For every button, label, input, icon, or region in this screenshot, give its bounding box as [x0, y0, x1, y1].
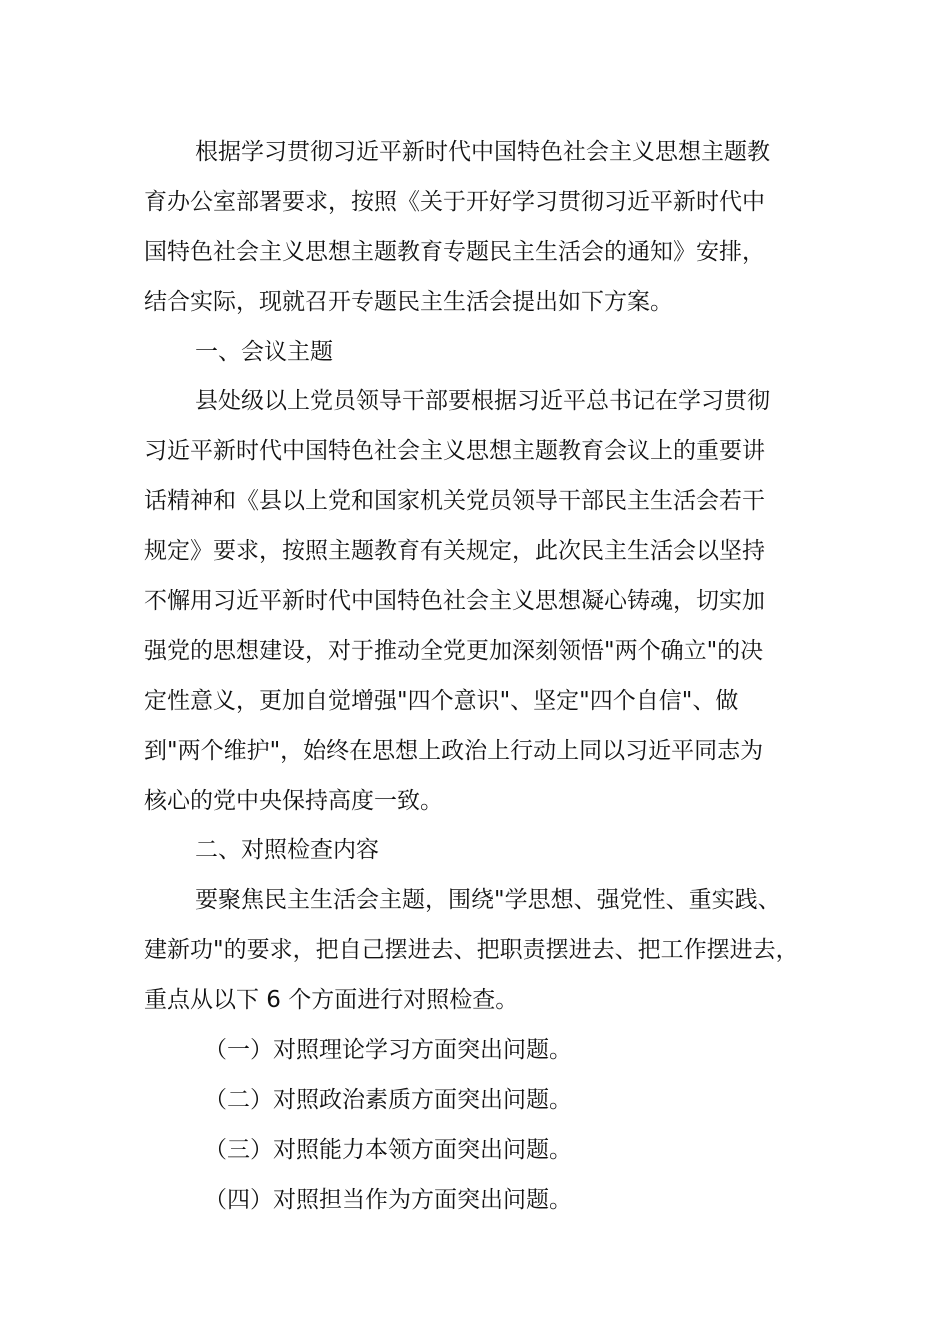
paragraph-intro-line-2: 育办公室部署要求，按照《关于开好学习贯彻习近平新时代中: [144, 188, 765, 215]
paragraph-intro-line-1: 根据学习贯彻习近平新时代中国特色社会主义思想主题教: [195, 139, 770, 165]
paragraph-theme-line-9: 核心的党中央保持高度一致。: [144, 787, 443, 814]
document-body: [144, 128, 812, 1226]
list-item-political-quality: （二）对照政治素质方面突出问题。: [204, 1086, 572, 1113]
paragraph-theme-line-3: 话精神和《县以上党和国家机关党员领导干部民主生活会若干: [144, 488, 765, 515]
paragraph-theme-line-2: 习近平新时代中国特色社会主义思想主题教育会议上的重要讲: [144, 438, 765, 465]
list-item-ability: （三）对照能力本领方面突出问题。: [204, 1136, 572, 1163]
paragraph-check-line-3: 重点从以下 6 个方面进行对照检查。: [144, 987, 519, 1014]
paragraph-intro-line-3: 国特色社会主义思想主题教育专题民主生活会的通知》安排，: [144, 238, 765, 265]
paragraph-check-line-2: 建新功"的要求，把自己摆进去、把职责摆进去、把工作摆进去，: [144, 937, 799, 964]
section-heading-check-content: 二、对照检查内容: [195, 837, 379, 864]
paragraph-theme-line-1: 县处级以上党员领导干部要根据习近平总书记在学习贯彻: [195, 388, 770, 415]
list-item-responsibility: （四）对照担当作为方面突出问题。: [204, 1186, 572, 1213]
paragraph-theme-line-4: 规定》要求，按照主题教育有关规定，此次民主生活会以坚持: [144, 538, 765, 565]
paragraph-theme-line-7: 定性意义，更加自觉增强"四个意识"、坚定"四个自信"、做: [144, 687, 739, 714]
section-heading-meeting-theme: 一、会议主题: [195, 338, 333, 365]
list-item-theory-study: （一）对照理论学习方面突出问题。: [204, 1037, 572, 1064]
paragraph-theme-line-8: 到"两个维护"，始终在思想上政治上行动上同以习近平同志为: [144, 737, 764, 764]
paragraph-theme-line-6: 强党的思想建设，对于推动全党更加深刻领悟"两个确立"的决: [144, 637, 764, 664]
paragraph-intro-line-4: 结合实际，现就召开专题民主生活会提出如下方案。: [144, 288, 673, 315]
paragraph-check-line-1: 要聚焦民主生活会主题，围绕"学思想、强党性、重实践、: [195, 887, 781, 914]
paragraph-theme-line-5: 不懈用习近平新时代中国特色社会主义思想凝心铸魂，切实加: [144, 588, 765, 615]
